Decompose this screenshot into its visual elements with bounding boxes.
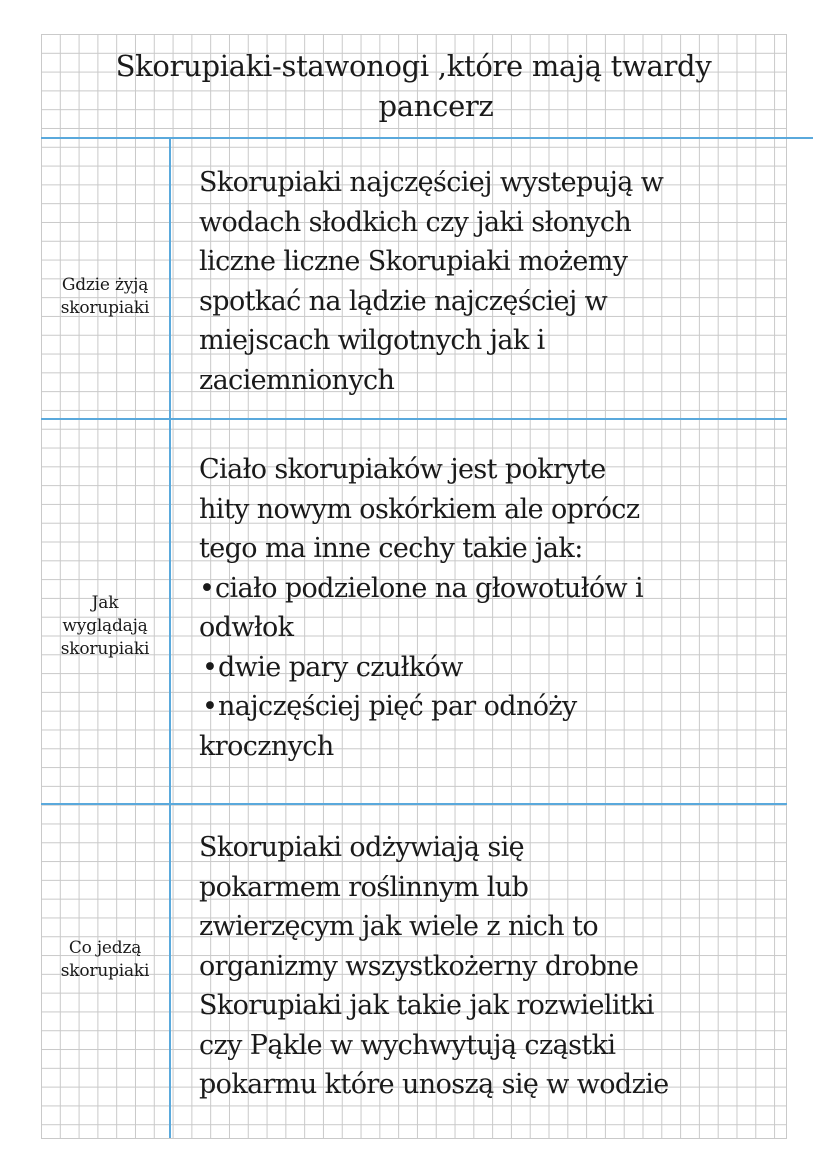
content-line: pokarmu które unoszą się w wodzie <box>199 1069 669 1100</box>
content-line: liczne liczne Skorupiaki możemy <box>199 246 628 277</box>
row-label-habitat <box>41 274 169 320</box>
row-divider-line <box>41 803 787 805</box>
content-line: odwłok <box>199 612 294 643</box>
label-line: Jak <box>91 593 119 613</box>
row-content-appearance <box>199 450 789 766</box>
label-line: Gdzie żyją <box>61 275 149 295</box>
row-content-diet <box>199 828 789 1105</box>
row-label-appearance <box>41 592 169 661</box>
content-line: organizmy wszystkożerny drobne <box>199 950 639 982</box>
content-line: Skorupiaki odżywiają się <box>199 832 524 863</box>
content-line: tego ma inne cechy takie jak: <box>199 533 583 564</box>
bullet-icon: • <box>202 691 218 722</box>
bullet-item <box>199 687 789 727</box>
title-line-1: Skorupiaki-stawonogi ,które mają twardy <box>115 49 712 83</box>
title-divider-line <box>41 137 813 139</box>
content-line: zaciemnionych <box>199 364 395 396</box>
content-line: czy Pąkle w wychwytują cząstki <box>199 1029 616 1061</box>
content-line: Skorupiaki jak takie jak rozwielitki <box>199 990 654 1021</box>
row-label-diet <box>41 937 169 983</box>
bullet-text: dwie pary czułków <box>218 651 463 683</box>
bullet-text: ciało podzielone na głowotułów i <box>215 572 644 604</box>
title-line-2: pancerz <box>378 89 494 123</box>
label-line: skorupiaki <box>60 639 150 659</box>
content-line: pokarmem roślinnym lub <box>199 871 529 903</box>
label-line: skorupiaki <box>60 298 150 318</box>
content-line: hity nowym oskórkiem ale oprócz <box>199 493 640 525</box>
page-title <box>41 46 786 126</box>
content-line: Skorupiaki najczęściej wystepują w <box>199 167 664 198</box>
row-divider-line <box>41 418 787 420</box>
row-content-habitat <box>199 163 789 400</box>
bullet-item <box>199 648 789 688</box>
bullet-text: najczęściej pięć par odnóży <box>218 691 577 722</box>
content-line: miejscach wilgotnych jak i <box>199 325 545 356</box>
bullet-item <box>199 569 789 609</box>
bullet-icon: • <box>202 651 218 683</box>
label-line: skorupiaki <box>60 961 150 981</box>
label-line: wyglądają <box>62 616 148 636</box>
bullet-icon: • <box>199 572 215 604</box>
content-line: wodach słodkich czy jaki słonych <box>199 206 632 238</box>
content-line: zwierzęcym jak wiele z nich to <box>199 911 598 942</box>
content-line: spotkać na lądzie najczęściej w <box>199 285 608 317</box>
column-divider-line <box>169 139 171 1138</box>
content-line: krocznych <box>199 730 334 762</box>
content-line: Ciało skorupiaków jest pokryte <box>199 454 606 485</box>
label-line: Co jedzą <box>68 938 142 958</box>
